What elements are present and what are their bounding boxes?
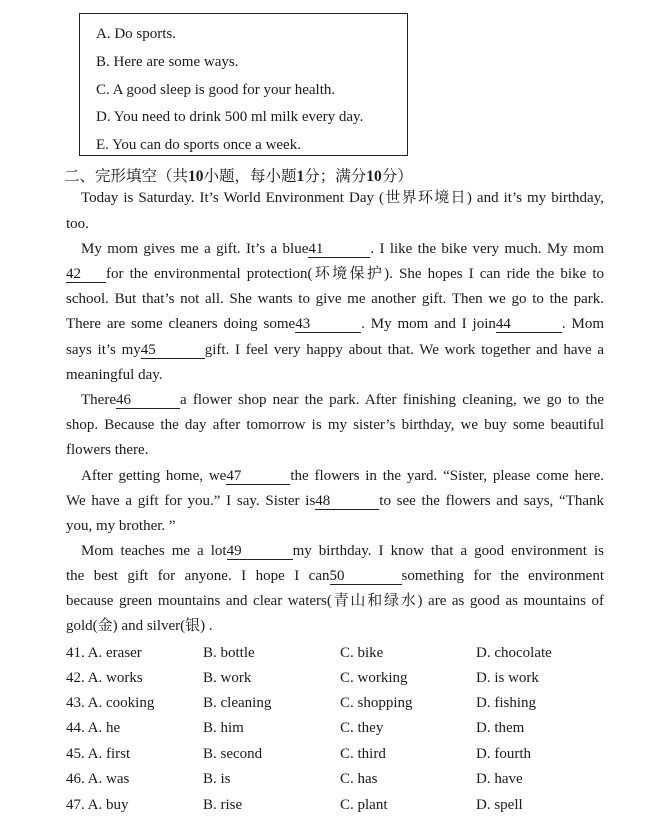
passage-line: meaningful day. <box>66 367 163 383</box>
section-title: 二、完形填空（共10小题，每小题1分；满分10分） <box>64 168 413 185</box>
passage-line: says it’s my45 gift. I feel very happy about that. We work together and have a <box>66 342 604 358</box>
passage-line: because green mountains and clear waters(青山和绿水) are as good as mountains of <box>66 593 604 609</box>
question-43-option-b: B. cleaning <box>203 695 272 711</box>
question-47-option-c: C. plant <box>340 797 388 813</box>
passage-line: We have a gift for you.” I say. Sister is48 to see the flowers and says, “Thank <box>66 493 604 509</box>
question-45-option-c: C. third <box>340 746 386 762</box>
passage-line: gold(金) and silver(银) . <box>66 618 213 634</box>
passage-line: flowers there. <box>66 442 149 458</box>
question-41-option-d: D. chocolate <box>476 645 552 661</box>
question-43-option-d: D. fishing <box>476 695 536 711</box>
question-46-option-a: 46. A. was <box>66 771 130 787</box>
question-44-option-c: C. they <box>340 720 384 736</box>
choice-e: E. You can do sports once a week. <box>96 137 301 153</box>
question-45-option-d: D. fourth <box>476 746 531 762</box>
passage-line: too. <box>66 216 89 232</box>
choice-d: D. You need to drink 500 ml milk every day. <box>96 109 364 125</box>
choice-c: C. A good sleep is good for your health. <box>96 82 336 98</box>
question-46-option-c: C. has <box>340 771 378 787</box>
question-44-option-b: B. him <box>203 720 244 736</box>
question-46-option-d: D. have <box>476 771 523 787</box>
question-42-option-a: 42. A. works <box>66 670 143 686</box>
passage-line: Today is Saturday. It’s World Environment Day (世界环境日) and it’s my birthday, <box>81 190 604 206</box>
question-44-option-a: 44. A. he <box>66 720 121 736</box>
passage-line: There are some cleaners doing some43 . My mom and I join44 . Mom <box>66 316 604 332</box>
passage-line: 42 for the environmental protection(环境保护). She hopes I can ride the bike to <box>66 266 604 282</box>
passage-line: After getting home, we47 the flowers in the yard. “Sister, please come here. <box>81 468 605 484</box>
passage-line: My mom gives me a gift. It’s a blue41 . I like the bike very much. My mom <box>81 241 604 257</box>
question-42-option-b: B. work <box>203 670 252 686</box>
passage-line: you, my brother. ” <box>66 518 176 534</box>
choice-b: B. Here are some ways. <box>96 54 239 70</box>
question-43-option-a: 43. A. cooking <box>66 695 155 711</box>
passage-line: school. But that’s not all. She wants to give me another gift. Then we go to the park. <box>66 291 604 307</box>
question-44-option-d: D. them <box>476 720 525 736</box>
question-41-option-a: 41. A. eraser <box>66 645 142 661</box>
blank-50: 50 <box>330 568 402 585</box>
passage-line: the best gift for anyone. I hope I can50 something for the environment <box>66 568 604 584</box>
blank-41: 41 <box>308 241 370 258</box>
passage-line: shop. Because the day after tomorrow is my sister’s birthday, we buy some beautiful <box>66 417 604 433</box>
question-46-option-b: B. is <box>203 771 231 787</box>
blank-47: 47 <box>226 468 290 485</box>
question-45-option-b: B. second <box>203 746 263 762</box>
question-41-option-b: B. bottle <box>203 645 255 661</box>
blank-44: 44 <box>496 316 562 333</box>
question-47-option-d: D. spell <box>476 797 523 813</box>
blank-48: 48 <box>315 493 379 510</box>
choice-a: A. Do sports. <box>96 26 177 42</box>
question-45-option-a: 45. A. first <box>66 746 131 762</box>
blank-43: 43 <box>295 316 361 333</box>
question-43-option-c: C. shopping <box>340 695 413 711</box>
question-41-option-c: C. bike <box>340 645 384 661</box>
passage-line: Mom teaches me a lot49 my birthday. I know that a good environment is <box>81 543 604 559</box>
question-42-option-d: D. is work <box>476 670 539 686</box>
blank-45: 45 <box>141 342 205 359</box>
question-47-option-a: 47. A. buy <box>66 797 129 813</box>
question-47-option-b: B. rise <box>203 797 243 813</box>
blank-46: 46 <box>116 392 180 409</box>
blank-49: 49 <box>227 543 293 560</box>
blank-42: 42 <box>66 266 106 283</box>
question-42-option-c: C. working <box>340 670 408 686</box>
passage-line: There46 a flower shop near the park. After finishing cleaning, we go to the <box>81 392 604 408</box>
